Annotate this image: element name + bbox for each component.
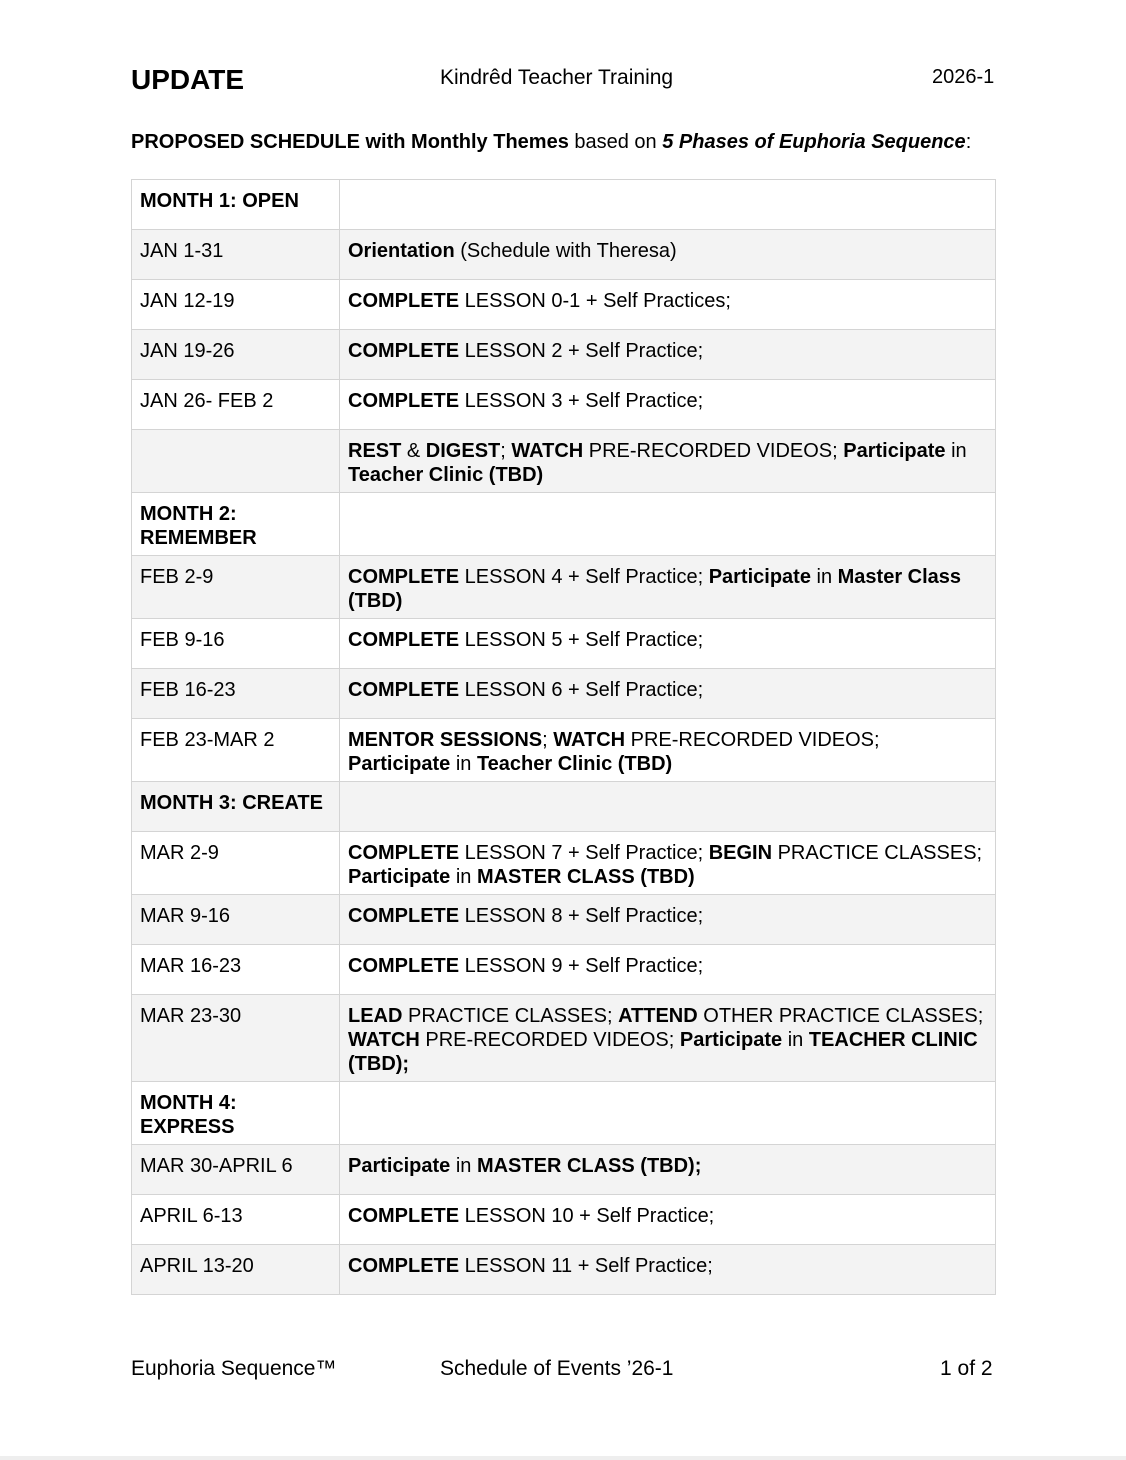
intro-plain-2: : <box>965 131 972 153</box>
activity-emphasis: LEAD <box>348 1005 403 1027</box>
activity-emphasis: MENTOR SESSIONS <box>348 729 543 751</box>
activity-emphasis: Teacher Clinic (TBD) <box>476 753 673 775</box>
activity-segment: in <box>450 866 477 888</box>
date-range <box>140 430 331 439</box>
activity-text <box>348 1245 987 1278</box>
month-title-cell <box>132 180 340 230</box>
date-range: MAR 23-30 <box>140 1005 242 1027</box>
month-title: MONTH 3: CREATE <box>140 792 323 814</box>
activity-emphasis: DIGEST <box>425 440 501 462</box>
schedule-row <box>132 832 996 895</box>
activity-cell <box>340 180 996 230</box>
activity-text <box>348 380 987 413</box>
schedule-row <box>132 380 996 430</box>
month-title-cell <box>132 1082 340 1145</box>
intro-sequence-name: 5 Phases of Euphoria Sequence <box>662 131 966 153</box>
document-title: Kindrêd Teacher Training <box>440 66 674 89</box>
footer-title: Schedule of Events ’26-1 <box>440 1357 674 1380</box>
footer-brand: Euphoria Sequence™ <box>131 1357 337 1380</box>
schedule-row <box>132 430 996 493</box>
schedule-row <box>132 330 996 380</box>
activity-emphasis: WATCH <box>348 1029 420 1051</box>
activity-emphasis: WATCH <box>553 729 626 751</box>
date-range: FEB 2-9 <box>140 566 214 588</box>
activity-cell <box>340 719 996 782</box>
schedule-row <box>132 230 996 280</box>
activity-segment: in <box>810 566 838 588</box>
activity-cell <box>340 230 996 280</box>
activity-cell <box>340 995 996 1082</box>
activity-emphasis: COMPLETE <box>348 1205 460 1227</box>
intro-plain-1: based on <box>568 131 663 153</box>
activity-text <box>348 180 987 189</box>
activity-segment: PRACTICE CLASSES; <box>772 842 983 864</box>
activity-emphasis: COMPLETE <box>348 905 460 927</box>
schedule-row <box>132 1195 996 1245</box>
activity-segment: LESSON 5 + Self Practice; <box>459 629 704 651</box>
activity-cell <box>340 1082 996 1145</box>
activity-text <box>348 945 987 978</box>
schedule-row <box>132 1145 996 1195</box>
intro-line <box>131 131 971 154</box>
document-version: 2026-1 <box>932 66 995 88</box>
activity-segment: LESSON 4 + Self Practice; <box>459 566 709 588</box>
activity-segment: LESSON 9 + Self Practice; <box>459 955 704 977</box>
schedule-row <box>132 1245 996 1295</box>
activity-text <box>348 669 987 702</box>
activity-text <box>348 493 987 502</box>
date-cell <box>132 719 340 782</box>
date-cell <box>132 280 340 330</box>
date-cell <box>132 832 340 895</box>
schedule-row <box>132 945 996 995</box>
activity-cell <box>340 493 996 556</box>
activity-segment: in <box>782 1029 809 1051</box>
activity-emphasis: Participate <box>708 566 811 588</box>
schedule-row <box>132 619 996 669</box>
activity-text <box>348 230 987 263</box>
page-number: 1 of 2 <box>940 1357 993 1380</box>
activity-cell <box>340 1195 996 1245</box>
activity-emphasis: Teacher Clinic (TBD) <box>348 464 544 486</box>
intro-bold: PROPOSED SCHEDULE with Monthly Themes <box>131 131 569 153</box>
activity-segment: LESSON 8 + Self Practice; <box>459 905 704 927</box>
month-title-cell <box>132 493 340 556</box>
activity-text <box>348 280 987 313</box>
schedule-row <box>132 995 996 1082</box>
activity-emphasis: REST <box>348 440 402 462</box>
activity-segment: LESSON 11 + Self Practice; <box>459 1255 713 1277</box>
activity-segment: in <box>450 753 477 775</box>
activity-segment: LESSON 10 + Self Practice; <box>459 1205 715 1227</box>
date-cell <box>132 556 340 619</box>
activity-cell <box>340 782 996 832</box>
activity-text <box>348 832 987 889</box>
date-cell <box>132 380 340 430</box>
date-cell <box>132 895 340 945</box>
schedule-row <box>132 719 996 782</box>
activity-emphasis: BEGIN <box>708 842 773 864</box>
activity-cell <box>340 330 996 380</box>
activity-emphasis: COMPLETE <box>348 390 460 412</box>
schedule-row <box>132 556 996 619</box>
activity-segment: LESSON 3 + Self Practice; <box>459 390 704 412</box>
date-cell <box>132 430 340 493</box>
activity-cell <box>340 1245 996 1295</box>
activity-emphasis: WATCH <box>511 440 584 462</box>
date-range: FEB 16-23 <box>140 679 236 701</box>
date-range: MAR 2-9 <box>140 842 219 864</box>
activity-emphasis: Participate <box>348 866 451 888</box>
date-cell <box>132 230 340 280</box>
activity-emphasis: Participate <box>679 1029 783 1051</box>
activity-text <box>348 430 987 487</box>
activity-text <box>348 1195 987 1228</box>
month-header-row <box>132 493 996 556</box>
activity-segment: PRE-RECORDED VIDEOS; <box>419 1029 680 1051</box>
activity-segment: in <box>945 440 967 462</box>
activity-emphasis: COMPLETE <box>348 340 460 362</box>
date-cell <box>132 669 340 719</box>
date-cell <box>132 945 340 995</box>
date-range: JAN 19-26 <box>140 340 235 362</box>
date-range: APRIL 6-13 <box>140 1205 243 1227</box>
page-bottom-edge <box>0 1456 1126 1460</box>
schedule-table-body <box>132 180 996 1295</box>
activity-emphasis: COMPLETE <box>348 629 460 651</box>
month-title-cell <box>132 782 340 832</box>
activity-segment: LESSON 0-1 + Self Practices; <box>459 290 731 312</box>
activity-emphasis: COMPLETE <box>348 679 460 701</box>
activity-segment: PRE-RECORDED VIDEOS; <box>625 729 880 751</box>
activity-segment: in <box>450 1155 477 1177</box>
date-cell <box>132 330 340 380</box>
activity-cell <box>340 556 996 619</box>
month-header-row <box>132 180 996 230</box>
activity-cell <box>340 832 996 895</box>
activity-emphasis: MASTER CLASS (TBD) <box>476 866 695 888</box>
activity-segment: PRACTICE CLASSES; <box>402 1005 619 1027</box>
activity-text <box>348 782 987 791</box>
activity-emphasis: COMPLETE <box>348 955 460 977</box>
date-range: JAN 1-31 <box>140 240 224 262</box>
activity-segment: LESSON 2 + Self Practice; <box>459 340 704 362</box>
activity-text <box>348 1082 987 1091</box>
schedule-table <box>131 179 996 1295</box>
month-title: MONTH 2: REMEMBER <box>140 503 257 549</box>
update-heading: UPDATE <box>131 64 245 95</box>
date-range: JAN 12-19 <box>140 290 235 312</box>
activity-emphasis: Orientation <box>348 240 455 262</box>
date-range: MAR 16-23 <box>140 955 242 977</box>
activity-text <box>348 1145 987 1178</box>
month-title: MONTH 1: OPEN <box>140 190 299 212</box>
activity-cell <box>340 1145 996 1195</box>
activity-cell <box>340 619 996 669</box>
activity-segment: LESSON 7 + Self Practice; <box>459 842 709 864</box>
activity-text <box>348 995 987 1076</box>
month-header-row <box>132 782 996 832</box>
date-range: APRIL 13-20 <box>140 1255 254 1277</box>
activity-emphasis: COMPLETE <box>348 842 460 864</box>
activity-cell <box>340 380 996 430</box>
activity-emphasis: COMPLETE <box>348 1255 460 1277</box>
date-range: MAR 30-APRIL 6 <box>140 1155 293 1177</box>
activity-segment: ; <box>542 729 554 751</box>
activity-text <box>348 556 987 613</box>
schedule-row <box>132 280 996 330</box>
schedule-row <box>132 895 996 945</box>
activity-emphasis: COMPLETE <box>348 566 460 588</box>
activity-cell <box>340 945 996 995</box>
activity-emphasis: Participate <box>348 753 451 775</box>
activity-segment: (Schedule with Theresa) <box>454 240 677 262</box>
activity-text <box>348 330 987 363</box>
activity-emphasis: COMPLETE <box>348 290 460 312</box>
activity-segment: OTHER PRACTICE CLASSES; <box>697 1005 984 1027</box>
date-range: FEB 9-16 <box>140 629 225 651</box>
date-cell <box>132 995 340 1082</box>
activity-text <box>348 895 987 928</box>
date-cell <box>132 1195 340 1245</box>
activity-emphasis: ATTEND <box>618 1005 698 1027</box>
activity-segment: PRE-RECORDED VIDEOS; <box>583 440 844 462</box>
date-cell <box>132 1245 340 1295</box>
activity-segment: ; <box>500 440 512 462</box>
date-range: FEB 23-MAR 2 <box>140 729 275 751</box>
activity-emphasis: Participate <box>843 440 946 462</box>
activity-emphasis: Participate <box>348 1155 451 1177</box>
activity-cell <box>340 669 996 719</box>
activity-emphasis: TEACHER CLINIC (TBD); <box>348 1029 978 1075</box>
activity-text <box>348 719 987 776</box>
date-cell <box>132 619 340 669</box>
activity-cell <box>340 280 996 330</box>
schedule-row <box>132 669 996 719</box>
activity-segment: LESSON 6 + Self Practice; <box>459 679 704 701</box>
activity-cell <box>340 895 996 945</box>
activity-text <box>348 619 987 652</box>
activity-segment: & <box>401 440 426 462</box>
month-title: MONTH 4: EXPRESS <box>140 1092 237 1138</box>
activity-emphasis: MASTER CLASS (TBD); <box>476 1155 702 1177</box>
activity-emphasis: Master Class (TBD) <box>348 566 962 612</box>
date-range: MAR 9-16 <box>140 905 231 927</box>
date-cell <box>132 1145 340 1195</box>
month-header-row <box>132 1082 996 1145</box>
activity-cell <box>340 430 996 493</box>
date-range: JAN 26- FEB 2 <box>140 390 274 412</box>
